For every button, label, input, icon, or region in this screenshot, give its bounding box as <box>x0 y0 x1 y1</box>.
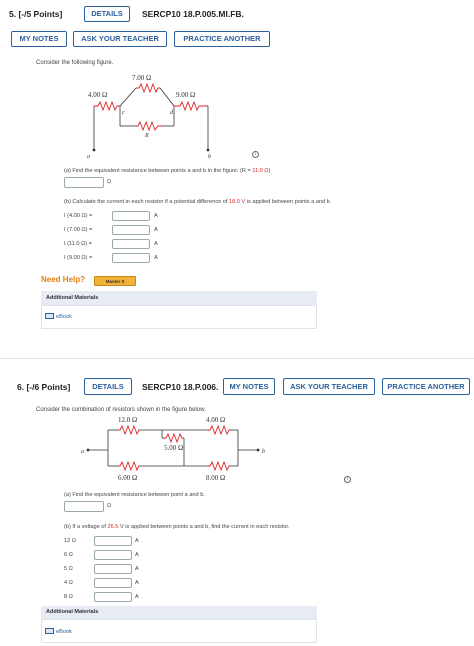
q6-current-input[interactable] <box>94 564 132 574</box>
q5-label-a: a <box>87 154 90 160</box>
q5-part-a-text: (a) Find the equivalent resistance between points a and b in the figure. (R = 11.0 Ω) <box>64 168 271 174</box>
q6-label-b: b <box>262 449 265 455</box>
q6-details-button[interactable]: DETAILS <box>84 378 132 395</box>
q5-label-9: 9.00 Ω <box>176 91 196 99</box>
q6-current-input[interactable] <box>94 578 132 588</box>
q5-need-help: Need Help? <box>41 275 86 284</box>
q6-current-unit: A <box>135 552 139 558</box>
q5-label-c: c <box>122 110 125 116</box>
q6-part-b-text: (b) If a voltage of 26.5 V is applied between points a and b, find the current in each resistor. <box>64 524 290 530</box>
q6-additional-materials-header: Additional Materials <box>41 606 317 619</box>
q5-intro: Consider the following figure. <box>36 60 114 66</box>
q6-practice-another-button[interactable]: PRACTICE ANOTHER <box>382 378 470 395</box>
q5-equiv-resistance-input[interactable] <box>64 177 104 188</box>
q6-resistor-12 <box>118 426 140 434</box>
q6-question-code: SERCP10 18.P.006. <box>142 382 219 392</box>
q5-current-unit: A <box>154 213 158 219</box>
q5-additional-materials-body <box>41 305 317 329</box>
question-divider <box>0 358 474 359</box>
q5-current-label: I (9.00 Ω) = <box>64 255 93 261</box>
q6-my-notes-button[interactable]: MY NOTES <box>223 378 275 395</box>
q5-current-label: I (4.00 Ω) = <box>64 213 93 219</box>
q6-equiv-resistance-input[interactable] <box>64 501 104 512</box>
q6-current-unit: A <box>135 566 139 572</box>
q6-ebook-link[interactable]: eBook <box>45 628 72 635</box>
q6-current-input[interactable] <box>94 536 132 546</box>
q5-label-R: R <box>145 133 149 139</box>
q6-circuit-diagram <box>80 414 270 486</box>
q6-resistor-4 <box>208 426 230 434</box>
q6-node-b <box>257 449 260 452</box>
q5-current-input[interactable] <box>112 211 150 221</box>
q5-my-notes-button[interactable]: MY NOTES <box>11 31 67 47</box>
q6-label-5: 5.00 Ω <box>164 444 184 452</box>
q6-current-unit: A <box>135 594 139 600</box>
q6-resistor-5 <box>164 434 184 442</box>
q6-current-label: 12 Ω <box>64 538 76 544</box>
q5-details-button[interactable]: DETAILS <box>84 6 130 22</box>
q6-current-label: 4 Ω <box>64 580 73 586</box>
q5-current-input[interactable] <box>112 225 150 235</box>
q5-ask-teacher-button[interactable]: ASK YOUR TEACHER <box>73 31 167 47</box>
q5-label-d: d <box>170 110 173 116</box>
q5-resistor-R <box>136 122 162 130</box>
q6-part-a-unit: Ω <box>107 503 112 509</box>
q6-intro: Consider the combination of resistors shown in the figure below. <box>36 407 206 413</box>
q6-info-icon[interactable]: i <box>344 476 351 483</box>
q6-ask-teacher-button[interactable]: ASK YOUR TEACHER <box>283 378 375 395</box>
q5-points: 5. [-/5 Points] <box>9 9 63 19</box>
q6-resistor-8 <box>208 462 230 470</box>
q5-circuit-diagram <box>80 70 230 170</box>
q5-current-unit: A <box>154 255 158 261</box>
q5-part-b-text: (b) Calculate the current in each resistor if a potential difference of 18.0 V is applied between points a and b. <box>64 199 332 205</box>
q5-part-a-unit: Ω <box>107 179 112 185</box>
q6-points: 6. [-/6 Points] <box>17 382 71 392</box>
q6-current-unit: A <box>135 538 139 544</box>
q6-current-label: 8 Ω <box>64 594 73 600</box>
q6-label-8: 8.00 Ω <box>206 474 226 482</box>
q6-resistor-6 <box>118 462 140 470</box>
q6-current-input[interactable] <box>94 550 132 560</box>
q5-additional-materials-header: Additional Materials <box>41 291 317 305</box>
q6-current-label: 6 Ω <box>64 552 73 558</box>
book-icon <box>45 313 54 319</box>
q5-question-code: SERCP10 18.P.005.MI.FB. <box>142 9 244 19</box>
q6-current-label: 5 Ω <box>64 566 73 572</box>
q5-master-it-button[interactable]: Master It <box>94 276 136 286</box>
q5-resistor-7 <box>136 84 160 92</box>
q5-current-unit: A <box>154 241 158 247</box>
q6-label-12: 12.0 Ω <box>118 416 138 424</box>
q5-current-input[interactable] <box>112 239 150 249</box>
q6-current-input[interactable] <box>94 592 132 602</box>
q5-practice-another-button[interactable]: PRACTICE ANOTHER <box>174 31 270 47</box>
q5-current-label: I (7.00 Ω) = <box>64 227 93 233</box>
q5-info-icon[interactable]: i <box>252 151 259 158</box>
q5-current-label: I (11.0 Ω) = <box>64 241 92 247</box>
q6-part-a-text: (a) Find the equivalent resistance between point a and b. <box>64 492 205 498</box>
q5-ebook-link[interactable]: eBook <box>45 313 72 320</box>
q6-label-6: 6.00 Ω <box>118 474 138 482</box>
q5-node-a <box>93 149 96 152</box>
q5-current-input[interactable] <box>112 253 150 263</box>
q6-label-a: a <box>81 449 84 455</box>
q6-label-4: 4.00 Ω <box>206 416 226 424</box>
q5-resistor-9 <box>174 102 208 110</box>
q5-node-b <box>207 149 210 152</box>
book-icon <box>45 628 54 634</box>
q5-current-unit: A <box>154 227 158 233</box>
q5-resistor-4 <box>94 102 120 110</box>
q6-additional-materials-body <box>41 619 317 643</box>
q5-label-b: b <box>208 154 211 160</box>
q5-label-4: 4.00 Ω <box>88 91 108 99</box>
q6-node-a <box>87 449 90 452</box>
q6-current-unit: A <box>135 580 139 586</box>
q5-label-7: 7.00 Ω <box>132 74 152 82</box>
